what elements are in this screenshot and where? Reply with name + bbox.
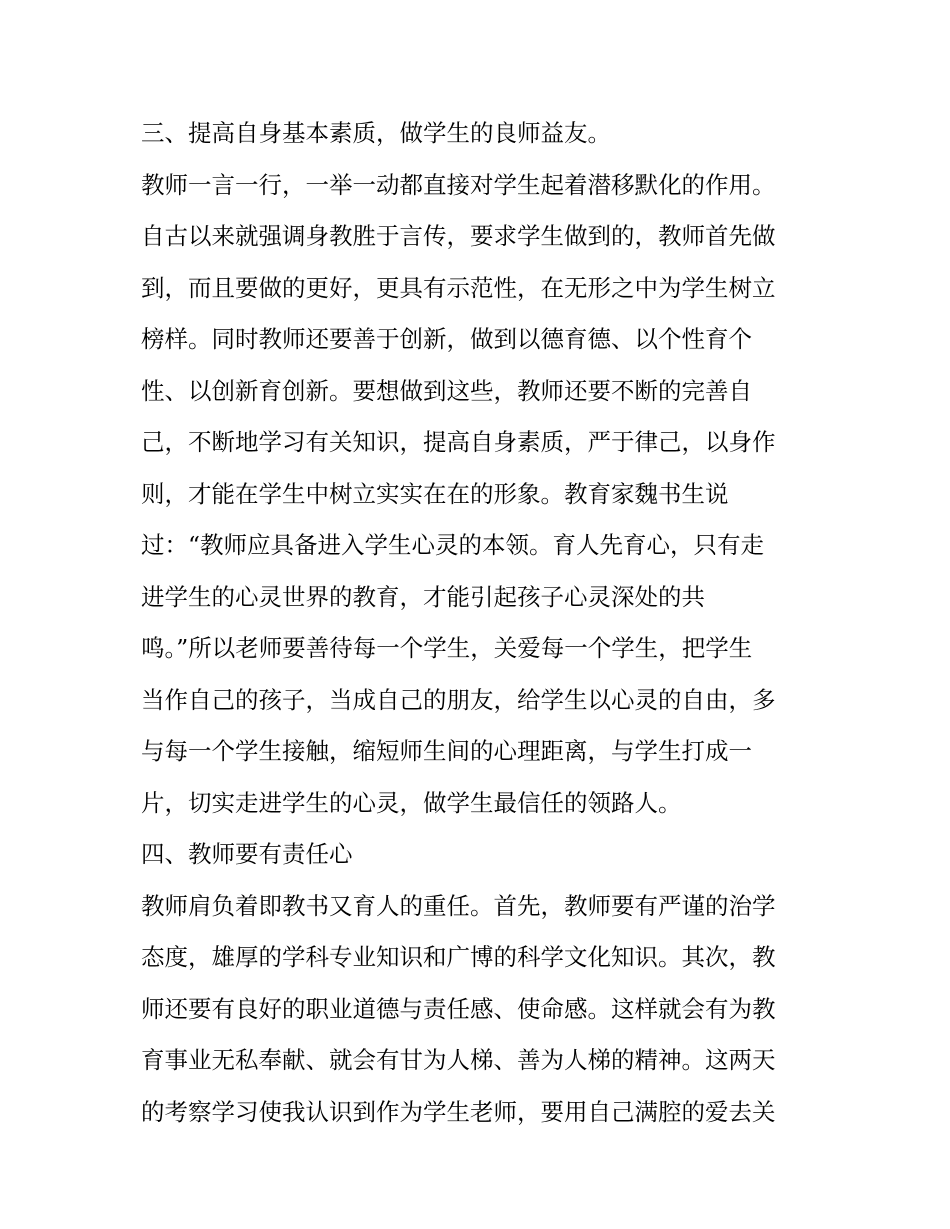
paragraph-line: 榜样。同时教师还要善于创新，做到以德育德、以个性育个 [141,325,752,353]
paragraph-line: 过：“教师应具备进入学生心灵的本领。育人先育心，只有走 [141,531,765,559]
paragraph-line: 教师一言一行，一举一动都直接对学生起着潜移默化的作用。 [141,170,776,199]
paragraph-line: 则，才能在学生中树立实实在在的形象。教育家魏书生说 [141,479,729,508]
paragraph-line: 片，切实走进学生的心灵，做学生最信任的领路人。 [141,788,682,817]
paragraph-line: 育事业无私奉献、就会有甘为人梯、善为人梯的精神。这两天 [141,1046,776,1074]
paragraph-line: 与每一个学生接触，缩短师生间的心理距离，与学生打成一 [141,737,752,765]
paragraph-line: 性、以创新育创新。要想做到这些，教师还要不断的完善自 [141,376,752,405]
heading-section-three: 三、提高自身基本素质，做学生的良师益友。 [141,119,611,147]
paragraph-line: 己，不断地学习有关知识，提高自身素质，严于律己，以身作 [141,428,776,456]
paragraph-line: 自古以来就强调身教胜于言传，要求学生做到的，教师首先做 [141,222,776,250]
paragraph-line: 鸣。”所以老师要善待每一个学生，关爱每一个学生，把学生 [141,634,753,662]
body-text [141,108,821,1138]
paragraph-line: 的考察学习使我认识到作为学生老师，要用自己满腔的爱去关 [141,1097,776,1126]
paragraph-line: 师还要有良好的职业道德与责任感、使命感。这样就会有为教 [141,994,776,1023]
heading-section-four: 四、教师要有责任心 [141,840,353,868]
paragraph-line: 态度，雄厚的学科专业知识和广博的科学文化知识。其次，教 [141,943,776,971]
paragraph-line: 进学生的心灵世界的教育，才能引起孩子心灵深处的共 [141,582,705,611]
paragraph-line: 当作自己的孩子，当成自己的朋友，给学生以心灵的自由，多 [141,685,776,714]
paragraph-line: 到，而且要做的更好，更具有示范性，在无形之中为学生树立 [141,273,776,302]
paragraph-line: 教师肩负着即教书又育人的重任。首先，教师要有严谨的治学 [141,891,776,920]
